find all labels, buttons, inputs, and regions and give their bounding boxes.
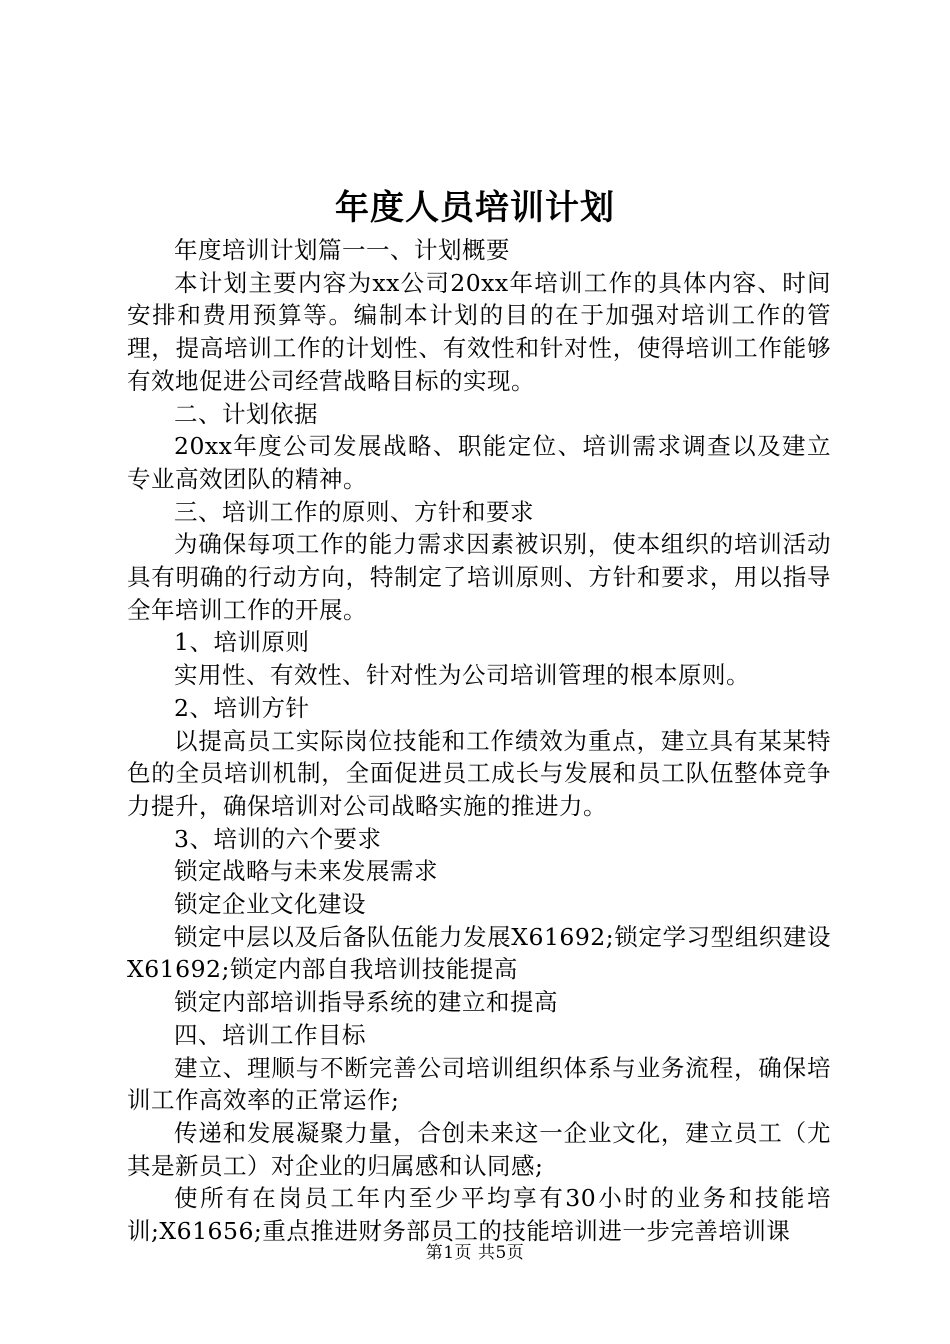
subsection-heading: 2、培训方针 <box>174 693 310 722</box>
subsection-heading: 3、培训的六个要求 <box>174 824 382 853</box>
list-item: 锁定战略与未来发展需求 <box>174 857 438 886</box>
paragraph: 为确保每项工作的能力需求因素被识别，使本组织的培训活动具有明确的行动方向，特制定了培训原则、方针和要求，用以指导全年培训工作的开展。 <box>127 530 831 624</box>
paragraph: 以提高员工实际岗位技能和工作绩效为重点，建立具有某某特色的全员培训机制，全面促进员工成长与发展和员工队伍整体竞争力提升，确保培训对公司战略实施的推进力。 <box>127 726 831 820</box>
paragraph: 传递和发展凝聚力量，合创未来这一企业文化，建立员工（尤其是新员工）对企业的归属感和认同感; <box>127 1118 831 1180</box>
list-item: 锁定内部培训指导系统的建立和提高 <box>174 988 558 1017</box>
paragraph: 本计划主要内容为xx公司20xx年培训工作的具体内容、时间安排和费用预算等。编制本计划的目的在于加强对培训工作的管理，提高培训工作的计划性、有效性和针对性，使得培训工作能够有效地促进公司经营战略目标的实现。 <box>127 268 831 395</box>
subsection-heading: 1、培训原则 <box>174 628 310 657</box>
paragraph: 20xx年度公司发展战略、职能定位、培训需求调查以及建立专业高效团队的精神。 <box>127 432 831 493</box>
list-item: 锁定企业文化建设 <box>174 890 366 919</box>
paragraph: 年度培训计划篇一一、计划概要 <box>174 236 510 264</box>
section-heading: 三、培训工作的原则、方针和要求 <box>174 497 534 526</box>
section-heading: 二、计划依据 <box>174 399 318 428</box>
section-heading: 四、培训工作目标 <box>174 1020 366 1049</box>
list-item: 锁定中层以及后备队伍能力发展X61692;锁定学习型组织建设X61692;锁定内部自我培训技能提高 <box>127 922 831 984</box>
document-body <box>127 234 831 1248</box>
paragraph: 建立、理顺与不断完善公司培训组织体系与业务流程，确保培训工作高效率的正常运作; <box>127 1053 831 1115</box>
paragraph: 使所有在岗员工年内至少平均享有30小时的业务和技能培训;X61656;重点推进财务部员工的技能培训进一步完善培训课 <box>127 1184 831 1246</box>
paragraph: 实用性、有效性、针对性为公司培训管理的根本原则。 <box>174 661 750 690</box>
document-title: 年度人员培训计划 <box>335 188 615 228</box>
page-number-footer: 第1页 共5页 <box>425 1243 525 1263</box>
